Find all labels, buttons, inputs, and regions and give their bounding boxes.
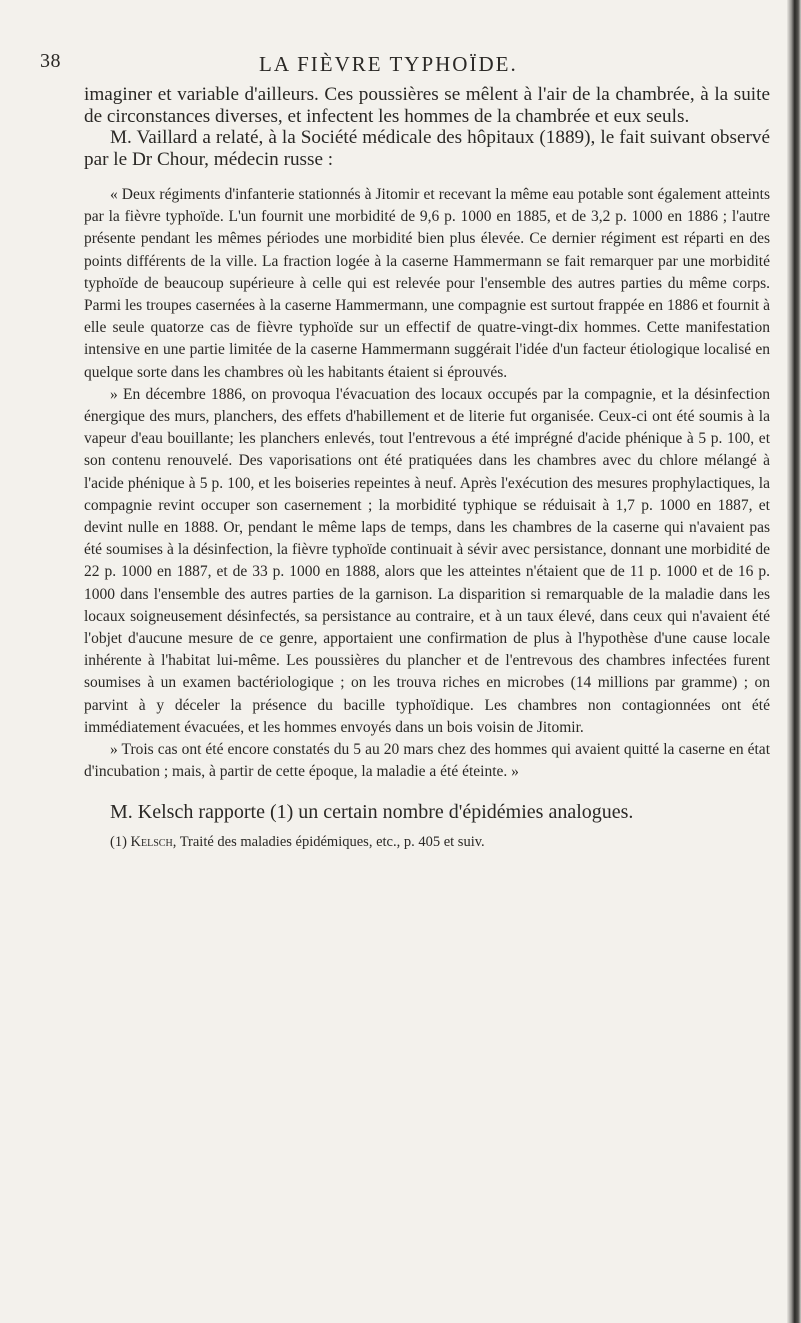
intro-paragraph-1: imaginer et variable d'ailleurs. Ces poussières se mêlent à l'air de la chambrée, à la suite de circonstances diverses, et infectent les hommes de la chambrée et eux seuls. xyxy=(84,84,770,127)
quote-paragraph-3: » Trois cas ont été encore constatés du 5 au 20 mars chez des hommes qui avaient quitté la caserne en état d'incubation ; mais, à partir de cette époque, la maladie a été éteinte. » xyxy=(84,741,770,781)
quoted-observation xyxy=(84,184,770,783)
running-head: LA FIÈVRE TYPHOÏDE. xyxy=(259,52,518,76)
quote-paragraph-1: « Deux régiments d'infanterie stationnés à Jitomir et recevant la même eau potable sont également atteints par la fièvre typhoïde. L'un fournit une morbidité de 9,6 p. 1000 en 1885, et de 3,2 p. 1000 en 1886 ; l'autre présente pendant les mêmes périodes une morbidité bien plus élevée. Ce dernier régiment est réparti en des points différents de la ville. La fraction logée à la caserne Hammermann se fait remarquer par une morbidité typhoïde de beaucoup supérieure à celle qui est relevée pour l'ensemble des autres parties du même corps. Parmi les troupes casernées à la caserne Hammermann, une compagnie est surtout frappée en 1886 et fournit à elle seule quatorze cas de fièvre typhoïde sur un effectif de quatre-vingt-dix hommes. Cette manifestation intensive en une partie limitée de la caserne Hammermann suggérait l'idée d'un facteur étiologique localisé en quelque sorte dans les chambres où les habitants étaient si éprouvés. xyxy=(84,186,770,381)
footnote-marker: (1) xyxy=(110,834,127,851)
page-number: 38 xyxy=(40,50,61,72)
footnote-author: Kelsch xyxy=(130,834,173,851)
quote-paragraph-2: » En décembre 1886, on provoqua l'évacuation des locaux occupés par la compagnie, et la désinfection énergique des murs, planchers, des effets d'habillement et de literie fut organisée. Ceux-ci ont été soumis à la vapeur d'eau bouillante; les planchers enlevés, tout l'entrevous a été imprégné d'acide phénique à 5 p. 100, et son contenu renouvelé. Des vaporisations ont été pratiquées dans les chambres avec du chlore mélangé à l'acide phénique à 5 p. 100, et les boiseries repeintes à neuf. Après l'exécution des mesures prophylactiques, la compagnie revint occuper son casernement ; la morbidité typhique se réduisait à 1,7 p. 1000 en 1887, et devint nulle en 1888. Or, pendant le même laps de temps, dans les chambres de la caserne qui n'avaient pas été soumises à la désinfection, la fièvre typhoïde continuait à sévir avec persistance, donnant une morbidité de 22 p. 1000 en 1887, et de 33 p. 1000 en 1888, alors que les atteintes n'étaient que de 11 p. 1000 et de 16 p. 1000 dans l'ensemble des autres parties de la garnison. La disparition si remarquable de la maladie dans les locaux soigneusement désinfectés, sa persistance au contraire, et à un taux élevé, dans ceux qui n'avaient été l'objet d'aucune mesure de ce genre, apportaient une confirmation de plus à l'hypothèse d'une cause locale inhérente à l'habitat lui-même. Les poussières du plancher et de l'entrevous des chambres infectées furent soumises à un examen bactériologique ; on les trouva riches en microbes (14 millions par gramme) ; on parvint à y déceler la présence du bacille typhoïdique. Les chambres non contagionnées ont été immédiatement évacuées, et les hommes envoyés dans un bois voisin de Jitomir. xyxy=(84,385,770,736)
book-edge-shadow xyxy=(787,0,801,1323)
closing-paragraph: M. Kelsch rapporte (1) un certain nombre d'épidémies analogues. xyxy=(110,801,634,824)
intro-paragraph-2: M. Vaillard a relaté, à la Société médicale des hôpitaux (1889), le fait suivant observé par le Dr Chour, médecin russe : xyxy=(84,127,770,170)
page-header xyxy=(0,50,801,80)
page-body xyxy=(84,84,770,851)
footnote-text: , Traité des maladies épidémiques, etc., p. 405 et suiv. xyxy=(172,834,485,851)
footnote xyxy=(84,833,770,851)
